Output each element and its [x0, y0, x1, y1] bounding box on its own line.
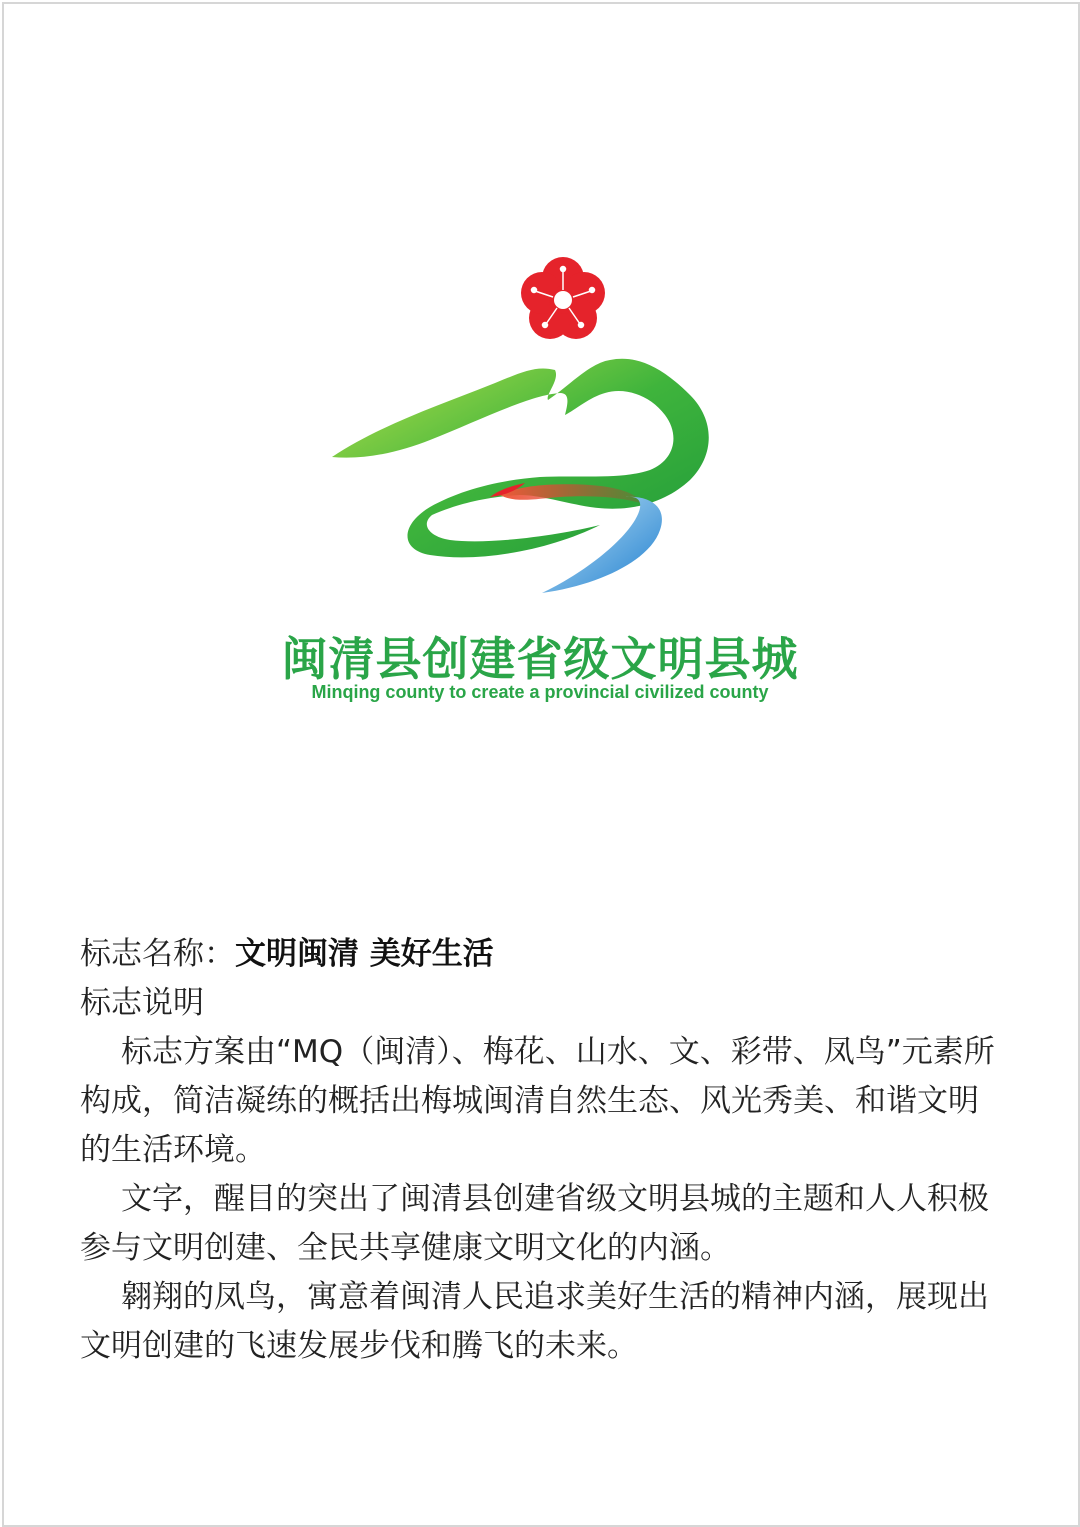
emblem-logo — [320, 245, 740, 605]
logo-name-label: 标志名称： — [80, 936, 235, 972]
explanation-paragraph: 标志方案由“MQ（闽清）、梅花、山水、文、彩带、凤鸟”元素所构成，简洁凝练的概括出梅城闽清自然生态、风光秀美、和谐文明的生活环境。 — [80, 1034, 995, 1168]
explanation-paragraph: 文字，醒目的突出了闽清县创建省级文明县城的主题和人人积极参与文明创建、全民共享健康文明文化的内涵。 — [80, 1181, 989, 1266]
description-block — [80, 930, 1000, 1371]
logo-name-line — [80, 930, 1000, 979]
plum-blossom-icon — [521, 257, 605, 339]
logo-explanation-heading: 标志说明 — [80, 985, 204, 1021]
emblem-graphic — [320, 245, 740, 605]
explanation-paragraph: 翱翔的凤鸟，寓意着闽清人民追求美好生活的精神内涵，展现出文明创建的飞速发展步伐和腾飞的未来。 — [80, 1279, 989, 1364]
logo-subtitle: Minqing county to create a provincial civilized county — [311, 682, 769, 702]
logo-title: 闽清县创建省级文明县城 — [281, 632, 799, 686]
logo-name-value: 文明闽清 美好生活 — [235, 936, 494, 972]
blue-water-shape — [542, 497, 662, 593]
